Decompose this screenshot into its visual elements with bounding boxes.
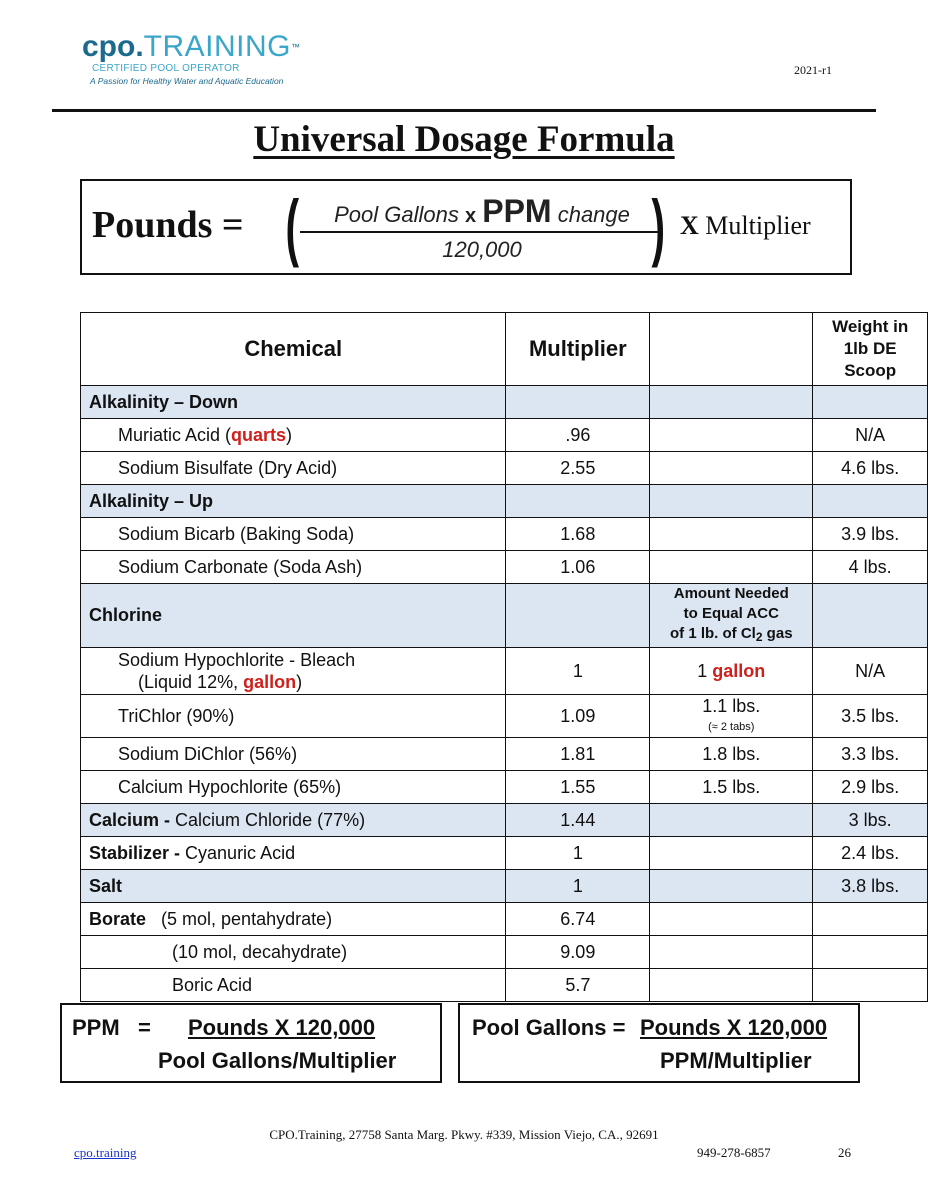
gallons-formula-box	[458, 1003, 860, 1083]
right-paren-glyph: )	[651, 185, 666, 268]
formula-denominator: 120,000	[442, 237, 522, 262]
footer-phone: 949-278-6857	[697, 1145, 771, 1160]
table-header-row	[81, 313, 928, 386]
table-row-borate-5mol: Borate (5 mol, pentahydrate) 6.74	[81, 903, 928, 936]
header-weight: Weight in 1lb DE Scoop	[813, 313, 928, 386]
logo-tagline: A Passion for Healthy Water and Aquatic Education	[90, 76, 284, 86]
header-multiplier: Multiplier	[506, 313, 650, 386]
table-row-boric-acid: Boric Acid 5.7	[81, 969, 928, 1002]
table-row-sodium-hypochlorite: Sodium Hypochlorite - Bleach (Liquid 12%, gallon) 1 1 gallon N/A	[81, 648, 928, 695]
formula-lhs: Pounds =	[92, 204, 244, 246]
ppm-denominator: Pool Gallons/Multiplier	[158, 1048, 397, 1073]
amount-needed-header: Amount Needed to Equal ACC of 1 lb. of $Cl_2$ gas	[650, 584, 813, 648]
table-row-sodium-carbonate: Sodium Carbonate (Soda Ash) 1.06 4 lbs.	[81, 551, 928, 584]
ppm-numerator: Pounds X 120,000	[188, 1015, 376, 1040]
header-chemical: Chemical	[81, 313, 506, 386]
dosage-formula-box	[80, 179, 852, 275]
formula-numerator: Pool Gallons x PPM change	[334, 193, 630, 229]
table-row-stabilizer: Stabilizer - Cyanuric Acid 1 2.4 lbs.	[81, 837, 928, 870]
table-row-sodium-bisulfate: Sodium Bisulfate (Dry Acid) 2.55 4.6 lbs.	[81, 452, 928, 485]
table-row-sodium-dichlor: Sodium DiChlor (56%) 1.81 1.8 lbs. 3.3 lbs.	[81, 738, 928, 771]
table-row-sodium-bicarb: Sodium Bicarb (Baking Soda) 1.68 3.9 lbs.	[81, 518, 928, 551]
cpo-training-logo	[82, 30, 302, 88]
left-paren-glyph: (	[285, 185, 300, 268]
revision-label: 2021-r1	[794, 63, 832, 77]
chemical-table	[80, 312, 928, 1002]
gallons-numerator: Pounds X 120,000	[640, 1015, 828, 1040]
table-row-muriatic-acid: Muriatic Acid (quarts) .96 N/A	[81, 419, 928, 452]
gallons-denominator: PPM/Multiplier	[660, 1048, 812, 1073]
table-row-alkalinity-up: Alkalinity – Up	[81, 485, 928, 518]
footer-address: CPO.Training, 27758 Santa Marg. Pkwy. #339, Mission Viejo, CA., 92691	[269, 1127, 659, 1142]
table-row-borate-10mol: (10 mol, decahydrate) 9.09	[81, 936, 928, 969]
header-amount	[650, 313, 813, 386]
header-divider	[52, 109, 876, 112]
ppm-formula-box	[60, 1003, 442, 1083]
fraction-line	[300, 231, 658, 233]
table-row-calcium: Calcium - Calcium Chloride (77%) 1.44 3 lbs.	[81, 804, 928, 837]
logo-wordmark: cpo.TRAINING™	[82, 30, 301, 63]
table-row-chlorine: Chlorine Amount Needed to Equal ACC of 1 lb. of $Cl_2$ gas	[81, 584, 928, 648]
table-row-trichlor: TriChlor (90%) 1.09 1.1 lbs. (≈ 2 tabs) 3.5 lbs.	[81, 695, 928, 738]
page-number: 26	[838, 1145, 851, 1160]
page-title: Universal Dosage Formula	[253, 119, 675, 160]
table-row-alkalinity-down: Alkalinity – Down	[81, 386, 928, 419]
footer-website-link[interactable]: cpo.training	[74, 1145, 137, 1160]
formula-multiplier: X Multiplier	[680, 211, 811, 240]
ppm-lhs: PPM =	[72, 1015, 151, 1040]
table-row-calcium-hypochlorite: Calcium Hypochlorite (65%) 1.55 1.5 lbs. 2.9 lbs.	[81, 771, 928, 804]
gallons-lhs: Pool Gallons =	[472, 1015, 626, 1040]
logo-subtitle: CERTIFIED POOL OPERATOR	[92, 63, 240, 74]
table-row-salt: Salt 1 3.8 lbs.	[81, 870, 928, 903]
